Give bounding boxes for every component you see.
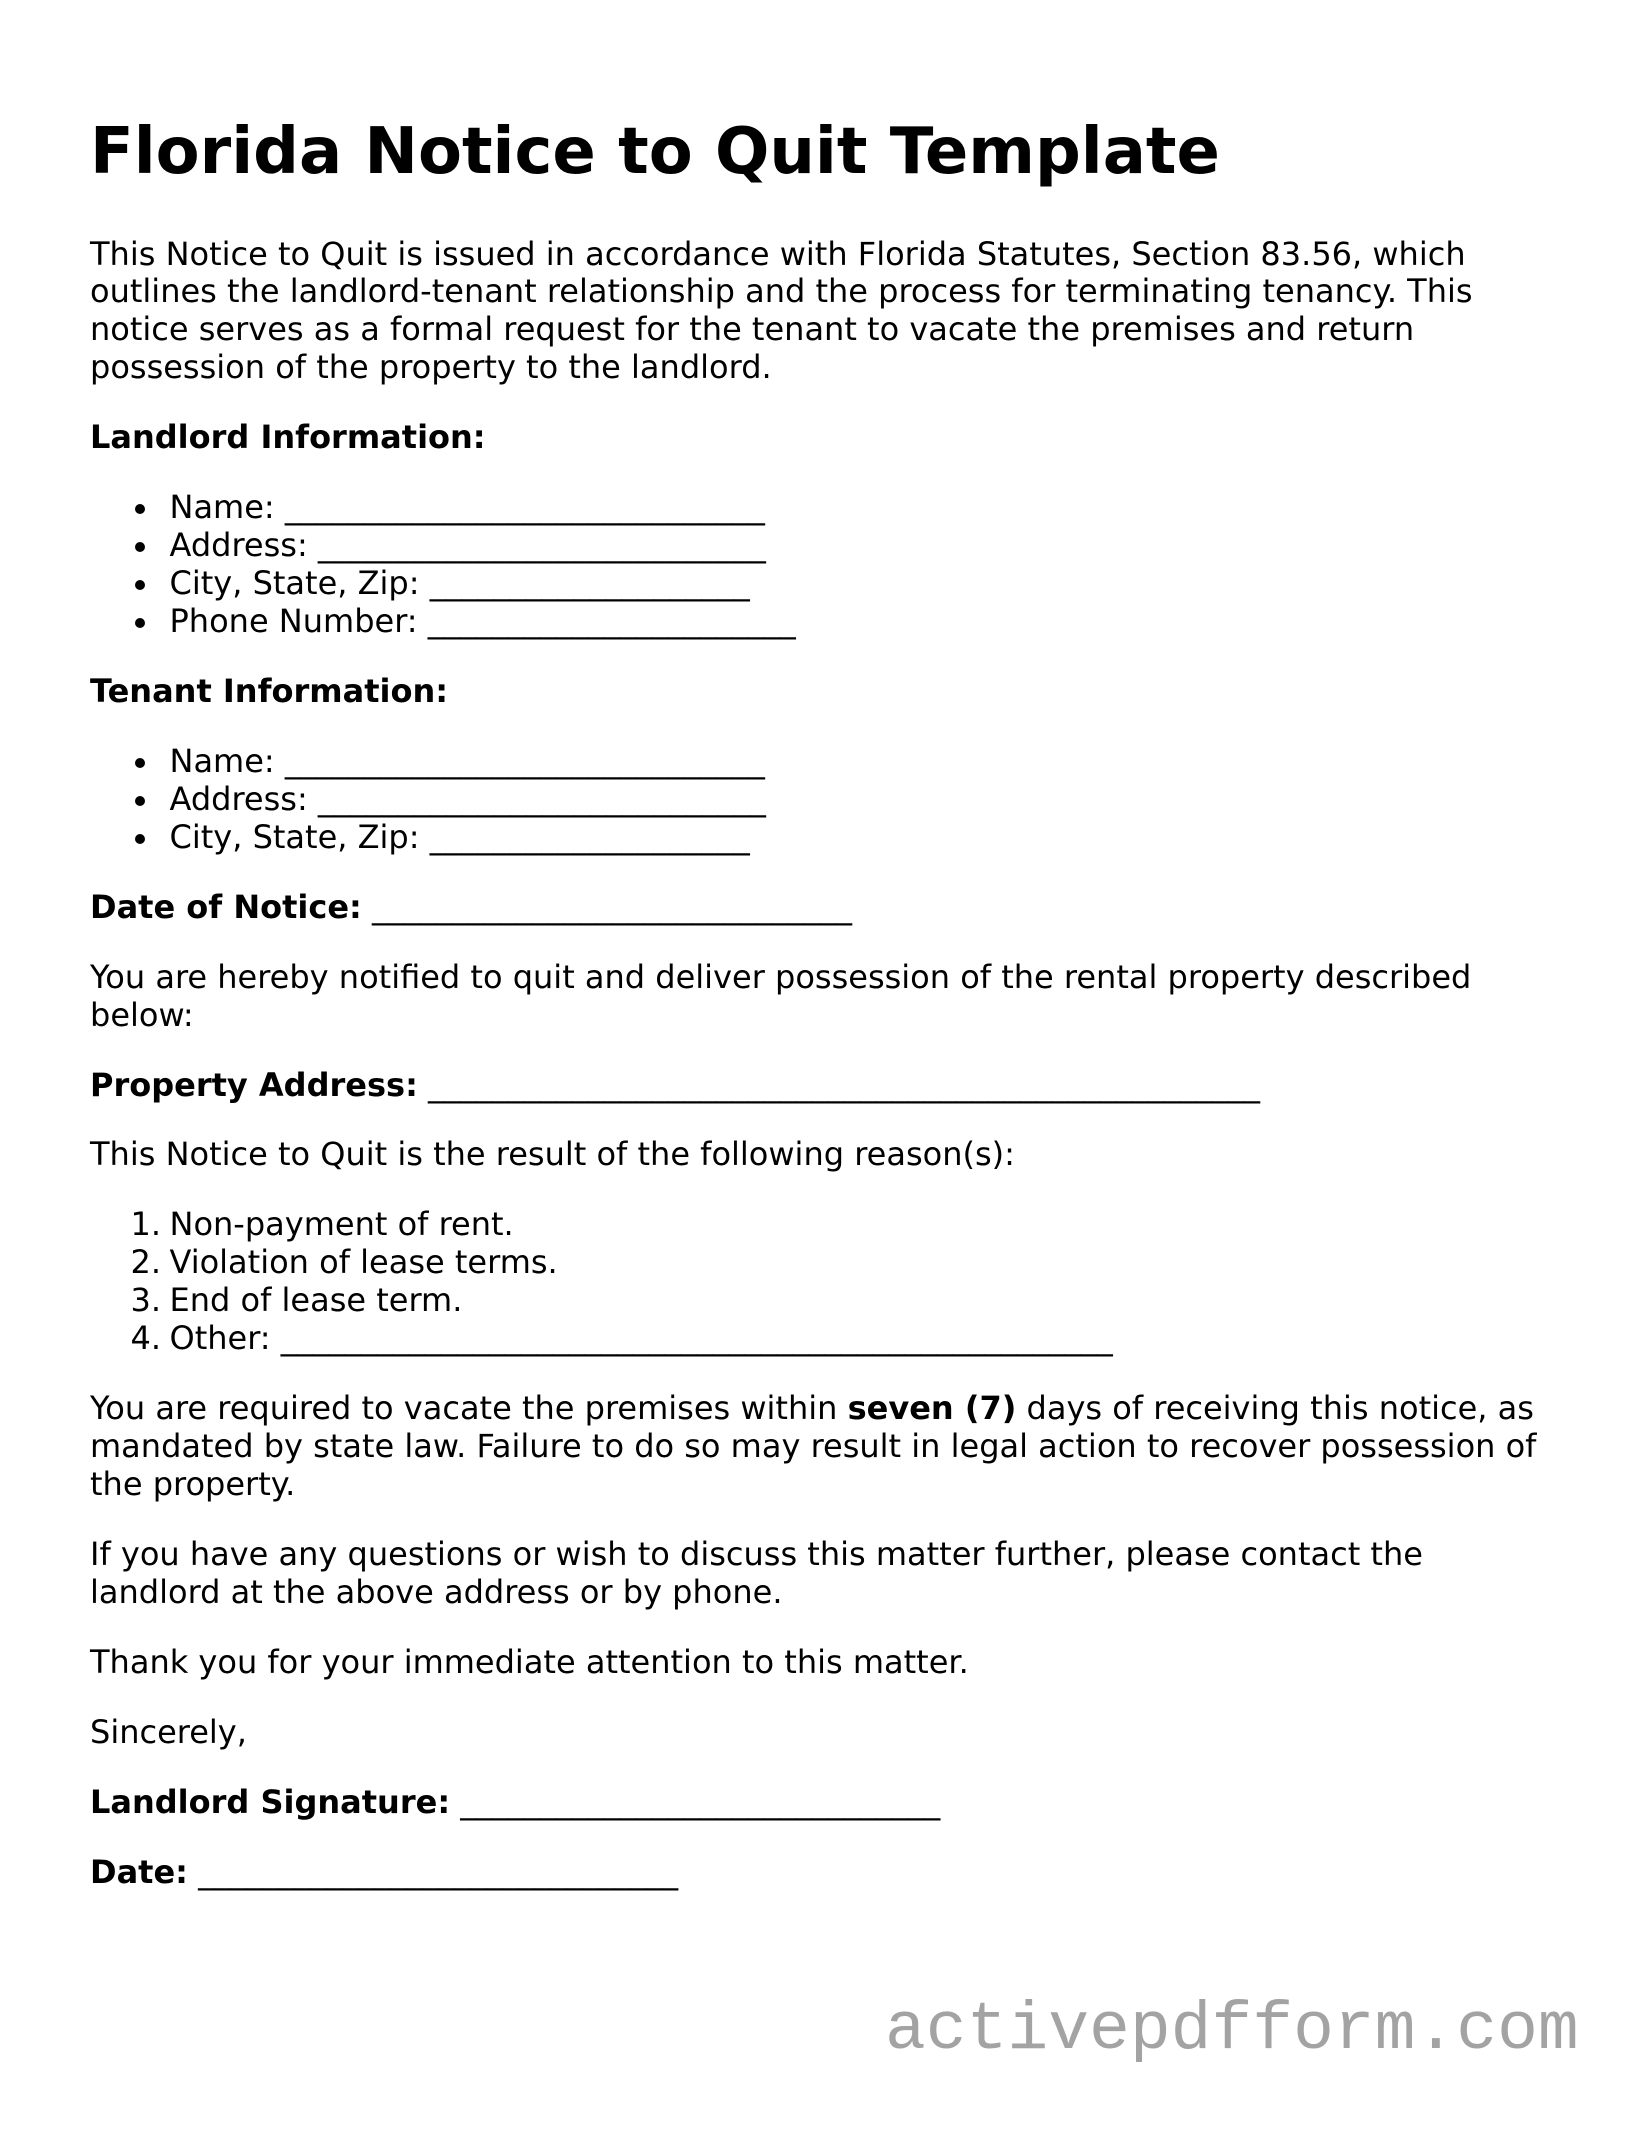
reason-text: Violation of lease terms. xyxy=(169,1243,558,1282)
landlord-name-blank: ______________________________ xyxy=(284,488,765,527)
reason-other-blank: ____________________________________________________ xyxy=(280,1319,1113,1358)
landlord-address-blank: ____________________________ xyxy=(317,526,766,565)
bullet-icon xyxy=(135,796,145,806)
tenant-address-blank: ____________________________ xyxy=(317,779,766,818)
property-address-line xyxy=(90,1067,1590,1105)
tenant-city-state-zip-blank: ____________________ xyxy=(429,817,750,856)
date-of-notice-label: Date of Notice: xyxy=(90,887,362,926)
reason-number: 1. xyxy=(130,1205,162,1244)
notification-line: below: xyxy=(90,995,194,1034)
tenant-information-list xyxy=(90,743,1590,857)
signature-date-blank: ______________________________ xyxy=(198,1852,679,1891)
intro-paragraph xyxy=(90,236,1590,388)
intro-line: notice serves as a formal request for the tenant to vacate the premises and return xyxy=(90,310,1415,349)
tenant-information-heading: Tenant Information: xyxy=(90,671,449,710)
landlord-name-item xyxy=(170,489,1591,527)
landlord-city-state-zip-blank: ____________________ xyxy=(429,564,750,603)
document-body xyxy=(90,115,1590,1924)
notice-period-line: mandated by state law. Failure to do so may result in legal action to recover possession of xyxy=(90,1427,1537,1466)
tenant-city-state-zip-label: City, State, Zip: xyxy=(169,817,420,856)
intro-line: outlines the landlord-tenant relationship and the process for terminating tenancy. This xyxy=(90,272,1473,311)
landlord-phone-item xyxy=(170,603,1591,641)
bullet-icon xyxy=(135,542,145,552)
contact-line: If you have any questions or wish to discuss this matter further, please contact the xyxy=(90,1534,1423,1573)
landlord-address-label: Address: xyxy=(169,526,308,565)
tenant-name-blank: ______________________________ xyxy=(284,741,765,780)
landlord-information-list xyxy=(90,489,1590,641)
reason-item xyxy=(130,1281,1591,1320)
signature-date-label: Date: xyxy=(90,1852,188,1891)
bullet-icon xyxy=(135,504,145,514)
notice-period-text: You are required to vacate the premises within xyxy=(90,1389,848,1428)
reason-text: End of lease term. xyxy=(169,1281,463,1320)
landlord-city-state-zip-label: City, State, Zip: xyxy=(169,564,420,603)
bullet-icon xyxy=(135,758,145,768)
bullet-icon xyxy=(135,618,145,628)
notification-paragraph xyxy=(90,959,1590,1035)
contact-line: landlord at the above address or by phone. xyxy=(90,1572,783,1611)
landlord-phone-blank: _______________________ xyxy=(427,601,796,640)
property-address-label: Property Address: xyxy=(90,1065,418,1104)
tenant-address-label: Address: xyxy=(169,779,308,818)
reason-number: 3. xyxy=(130,1281,162,1320)
tenant-city-state-zip-item xyxy=(170,819,1591,857)
landlord-signature-label: Landlord Signature: xyxy=(90,1782,451,1821)
reason-number: 4. xyxy=(130,1319,162,1358)
landlord-information-heading: Landlord Information: xyxy=(90,418,486,457)
reason-text: Other: xyxy=(169,1319,271,1358)
reasons-intro: This Notice to Quit is the result of the following reason(s): xyxy=(90,1135,1015,1174)
notice-period-line xyxy=(90,1390,1590,1428)
intro-line: This Notice to Quit is issued in accordance with Florida Statutes, Section 83.56, which xyxy=(90,234,1466,273)
document-title: Florida Notice to Quit Template xyxy=(90,115,1220,189)
intro-line: possession of the property to the landlord. xyxy=(90,348,772,387)
reason-number: 2. xyxy=(130,1243,162,1282)
landlord-city-state-zip-item xyxy=(170,565,1591,603)
landlord-signature-blank: ______________________________ xyxy=(460,1782,941,1821)
signature-date-line xyxy=(90,1854,1590,1892)
reason-item-other xyxy=(130,1319,1591,1358)
tenant-address-item xyxy=(170,781,1591,819)
watermark-text: activepdfform.com xyxy=(885,1992,1579,2069)
notification-line: You are hereby notified to quit and deliver possession of the rental property described xyxy=(90,957,1472,996)
property-address-blank: ____________________________________________________ xyxy=(428,1065,1261,1104)
reason-item xyxy=(130,1243,1591,1282)
date-of-notice-line xyxy=(90,889,1590,927)
landlord-signature-line xyxy=(90,1784,1590,1822)
bullet-icon xyxy=(135,580,145,590)
contact-paragraph xyxy=(90,1536,1590,1612)
landlord-phone-label: Phone Number: xyxy=(169,601,418,640)
date-of-notice-blank: ______________________________ xyxy=(372,887,853,926)
notice-period-emphasis: seven (7) xyxy=(847,1389,1017,1428)
reasons-list xyxy=(90,1206,1590,1358)
notice-period-text: days of receiving this notice, as xyxy=(1016,1389,1534,1428)
reason-item xyxy=(130,1205,1591,1244)
landlord-address-item xyxy=(170,527,1591,565)
notice-period-paragraph xyxy=(90,1390,1590,1504)
tenant-name-item xyxy=(170,743,1591,781)
reason-text: Non-payment of rent. xyxy=(169,1205,514,1244)
tenant-name-label: Name: xyxy=(169,741,275,780)
bullet-icon xyxy=(135,834,145,844)
closing-text: Sincerely, xyxy=(90,1712,247,1751)
thanks-text: Thank you for your immediate attention to this matter. xyxy=(90,1642,969,1681)
notice-period-line: the property. xyxy=(90,1464,296,1503)
landlord-name-label: Name: xyxy=(169,488,275,527)
